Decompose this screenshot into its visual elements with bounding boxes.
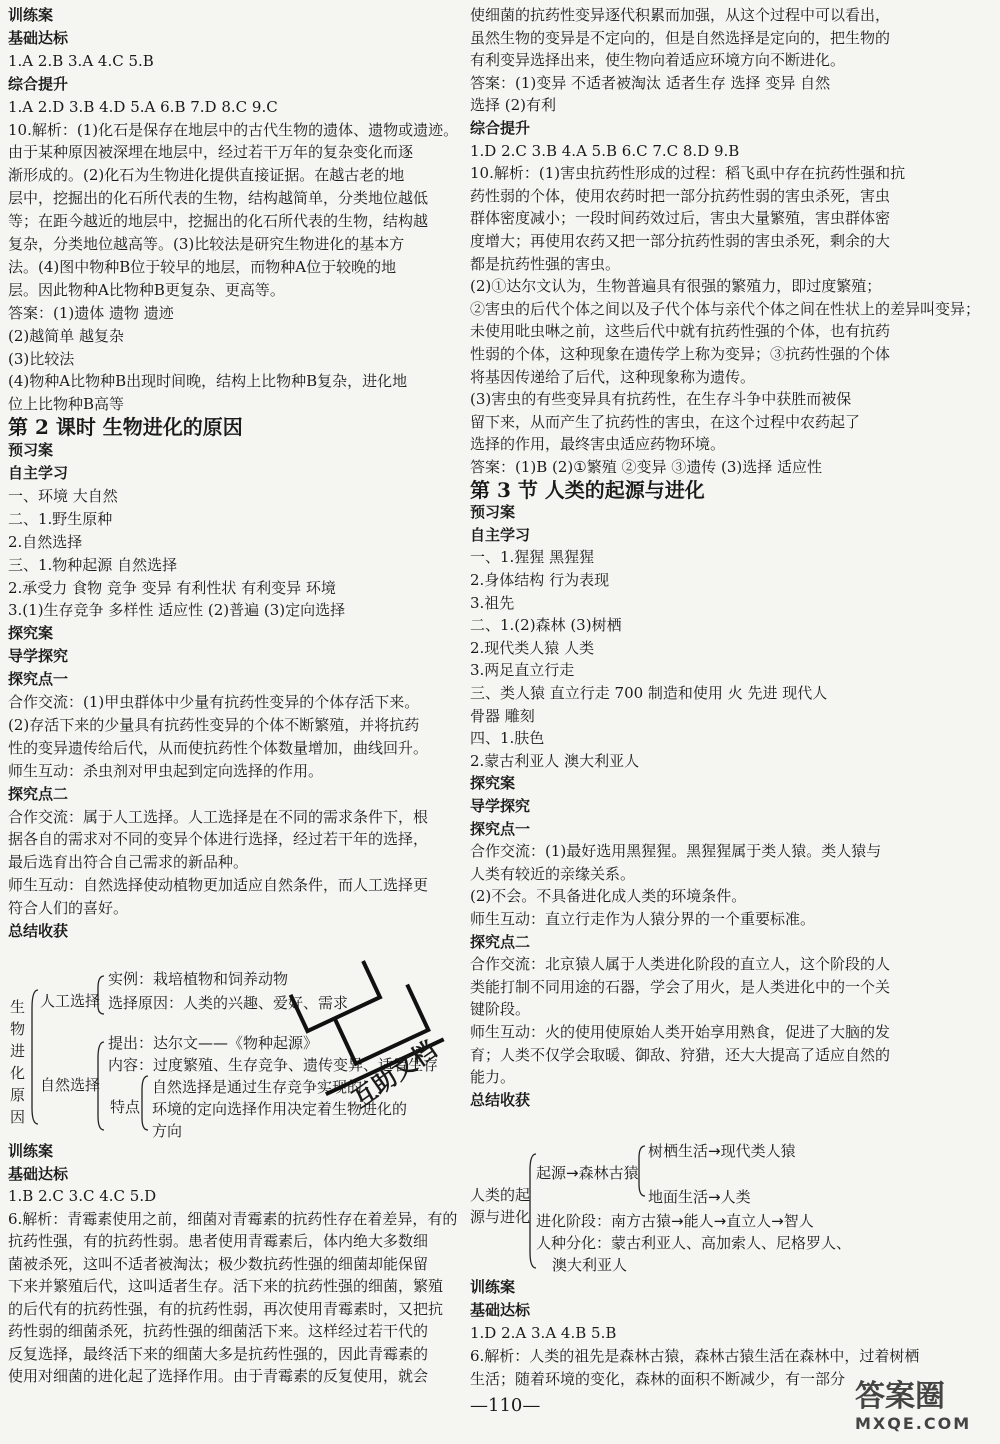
artificial-item: 选择原因：人类的兴趣、爱好、需求 <box>108 994 349 1012</box>
text-line: 合作交流：北京猿人属于人类进化阶段的直立人，这个阶段的人 <box>470 955 891 974</box>
text-line: 一、1.猩猩 黑猩猩 <box>470 548 595 567</box>
natural-item: 提出：达尔文——《物种起源》 <box>108 1034 319 1052</box>
section-heading: 训练案 <box>470 1278 516 1296</box>
text-line: 最后选育出符合自己需求的新品种。 <box>8 853 249 872</box>
text-line: 键阶段。 <box>470 1000 531 1019</box>
origin-node: 起源→森林古猿 <box>536 1164 639 1182</box>
text-line: 虽然生物的变异是不定向的，但是自然选择是定向的，把生物的 <box>470 28 891 47</box>
text-line: 6.解析：人类的祖先是森林古猿，森林古猿生活在森林中，过着树栖 <box>470 1347 920 1365</box>
text-line: 答案：(1)B (2)①繁殖 ②变异 ③遗传 (3)选择 适应性 <box>470 458 823 476</box>
text-line: 能力。 <box>470 1068 516 1087</box>
text-line: 合作交流：(1)最好选用黑猩猩。黑猩猩属于类人猿。类人猿与 <box>470 842 882 861</box>
text-line: 三、1.物种起源 自然选择 <box>8 555 178 574</box>
text-line: 选择的作用，最终害虫适应药物环境。 <box>470 435 726 454</box>
text-line: 反复选择，最终活下来的细菌大多是抗药性强的，因此青霉素的 <box>8 1344 429 1363</box>
ground-node: 地面生活→人类 <box>648 1188 751 1206</box>
section-heading: 探究案 <box>8 624 54 643</box>
text-line: 答案：(1)遗体 遗物 遗迹 <box>8 303 174 322</box>
mindmap-root: 生 物 进 化 原 因 <box>10 998 26 1126</box>
text-line: (2)存活下来的少量具有抗药性变异的个体不断繁殖，并将抗药 <box>8 715 420 734</box>
section-heading: 基础达标 <box>8 1164 69 1183</box>
text-line: 选择 (2)有利 <box>470 96 557 115</box>
section-heading: 基础达标 <box>8 28 69 47</box>
mindmap-root-line: 人类的起 <box>470 1186 531 1204</box>
mindmap-root-line: 源与进化 <box>470 1208 531 1226</box>
text-line: 三、类人猿 直立行走 700 制造和使用 火 先进 现代人 <box>470 684 828 702</box>
section-heading: 总结收获 <box>8 922 69 940</box>
text-line: 生活；随着环境的变化，森林的面积不断减少，有一部分 <box>470 1370 846 1388</box>
text-line: 合作交流：属于人工选择。人工选择是在不同的需求条件下，根 <box>8 807 429 826</box>
text-line: 法。(4)图中物种B位于较早的地层，而物种A位于较晚的地 <box>8 257 397 276</box>
section-heading: 探究案 <box>470 774 516 793</box>
text-line: 菌被杀死，这叫不适者被淘汰；极少数抗药性强的细菌却能保留 <box>8 1254 429 1273</box>
text-line: 二、1.(2)森林 (3)树栖 <box>470 616 622 635</box>
section-heading: 探究点二 <box>470 932 531 951</box>
text-line: 二、1.野生原种 <box>8 509 113 528</box>
text-line: 符合人们的喜好。 <box>8 899 129 918</box>
text-line: 骨器 雕刻 <box>470 706 535 725</box>
text-line: 使用对细菌的进化起了选择作用。由于青霉素的反复使用，就会 <box>8 1367 429 1385</box>
text-line: 使细菌的抗药性变异逐代积累而加强，从这个过程中可以看出， <box>470 6 891 24</box>
natural-selection-label: 自然选择 <box>40 1076 101 1094</box>
text-line: 2.身体结构 行为表现 <box>470 571 610 589</box>
section-heading: 探究点二 <box>8 784 69 803</box>
feature-item: 方向 <box>152 1122 183 1140</box>
text-line: (2)①达尔文认为，生物普遍具有很强的繁殖力，即过度繁殖； <box>470 277 882 296</box>
feature-item: 自然选择是通过生存竞争实现的 <box>152 1078 363 1096</box>
text-line: 2.自然选择 <box>8 532 83 551</box>
section-heading: 训练案 <box>8 1142 54 1160</box>
section-heading: 探究点一 <box>8 670 69 689</box>
text-line: 1.B 2.C 3.C 4.C 5.D <box>8 1187 157 1205</box>
stamp-overlay <box>285 945 455 1125</box>
text-line: 师生互动：自然选择使动植物更加适应自然条件，而人工选择更 <box>8 876 429 895</box>
text-line: (3)害虫的有些变异具有抗药性，在生存斗争中获胜而被保 <box>470 390 852 409</box>
section-heading: 基础达标 <box>470 1301 531 1319</box>
text-line: (2)越简单 越复杂 <box>8 326 125 345</box>
tree-node: 树栖生活→现代类人猿 <box>648 1142 796 1160</box>
section-heading: 综合提升 <box>8 74 69 93</box>
text-line: 3.两足直立行走 <box>470 661 575 680</box>
watermark <box>855 1380 995 1440</box>
text-line: (3)比较法 <box>8 349 75 368</box>
text-line: 10.解析：(1)化石是保存在地层中的古代生物的遗体、遗物或遗迹。 <box>8 120 459 139</box>
text-line: (2)不会。不具备进化成人类的环境条件。 <box>470 887 747 906</box>
section-heading: 预习案 <box>470 503 516 522</box>
section-heading: 训练案 <box>8 6 54 24</box>
section-heading: 探究点一 <box>470 819 531 838</box>
section-heading: 自主学习 <box>8 464 69 482</box>
text-line: 等；在距今越近的地层中，挖掘出的化石所代表的生物，结构越 <box>8 212 429 231</box>
section-heading: 总结收获 <box>470 1090 531 1109</box>
text-line: 留下来，从而产生了抗药性的害虫，在这个过程中农药起了 <box>470 412 861 431</box>
natural-item: 内容：过度繁殖、生存竞争、遗传变异、适者生存 <box>108 1056 439 1074</box>
section-title: 第 2 课时 生物进化的原因 <box>8 415 243 440</box>
text-line: 四、1.肤色 <box>470 729 545 748</box>
text-line: 位上比物种B高等 <box>8 395 125 414</box>
text-line: 的后代有的抗药性强，有的抗药性弱，再次使用青霉素时，又把抗 <box>8 1299 444 1318</box>
text-line: 群体密度减小；一段时间药效过后，害虫大量繁殖，害虫群体密 <box>470 209 891 228</box>
feature-item: 环境的定向选择作用决定着生物进化的 <box>152 1100 408 1118</box>
watermark-url: MXQE.COM <box>855 1414 972 1433</box>
text-line: 渐形成的。(2)化石为生物进化提供直接证据。在越古老的地 <box>8 166 405 185</box>
section-heading: 预习案 <box>8 441 54 460</box>
text-line: 有利变异选择出来，使生物向着适应环境方向不断进化。 <box>470 51 846 70</box>
text-line: 1.D 2.A 3.A 4.B 5.B <box>470 1324 617 1342</box>
section-heading: 自主学习 <box>470 525 531 544</box>
stamp-text: 互助文档 <box>346 1034 442 1114</box>
text-line: 育；人类不仅学会取暖、御敌、狩猎，还大大提高了适应自然的 <box>470 1045 891 1064</box>
feature-label: 特点 <box>110 1098 141 1116</box>
text-line: 1.D 2.C 3.B 4.A 5.B 6.C 7.C 8.D 9.B <box>470 141 740 160</box>
text-line: 据各自的需求对不同的变异个体进行选择，经过若干年的选择， <box>8 830 429 849</box>
text-line: 人类有较近的亲缘关系。 <box>470 864 636 883</box>
text-line: 层中，挖掘出的化石所代表的生物，结构越简单，分类地位越低 <box>8 189 429 208</box>
race-node: 人种分化：蒙古利亚人、高加索人、尼格罗人、 <box>536 1234 852 1252</box>
artificial-item: 实例：栽培植物和饲养动物 <box>108 970 289 988</box>
text-line: 药性弱的个体，使用农药时把一部分抗药性弱的害虫杀死，害虫 <box>470 186 891 205</box>
text-line: 药性弱的细菌杀死，抗药性强的细菌活下来。这样经过若干代的 <box>8 1322 429 1340</box>
text-line: 1.A 2.D 3.B 4.D 5.A 6.B 7.D 8.C 9.C <box>8 97 278 116</box>
section-heading: 导学探究 <box>470 797 531 815</box>
stage-node: 进化阶段：南方古猿→能人→直立人→智人 <box>536 1212 814 1230</box>
text-line: 一、环境 大自然 <box>8 486 118 505</box>
section-heading: 导学探究 <box>8 647 69 666</box>
section-title: 第 3 节 人类的起源与进化 <box>470 477 705 502</box>
text-line: 2.现代类人猿 人类 <box>470 638 595 657</box>
text-line: 类能打制不同用途的石器，学会了用火，是人类进化中的一个关 <box>470 977 891 996</box>
section-heading: 综合提升 <box>470 119 531 137</box>
text-line: 层。因此物种A比物种B更复杂、更高等。 <box>8 280 285 299</box>
right-mindmap <box>470 1140 990 1272</box>
text-line: 10.解析：(1)害虫抗药性形成的过程：稻飞虱中存在抗药性强和抗 <box>470 164 906 183</box>
text-line: 3.(1)生存竞争 多样性 适应性 (2)普遍 (3)定向选择 <box>8 601 346 620</box>
text-line: 性的变异遗传给后代，从而使抗药性个体数量增加，曲线回升。 <box>8 738 429 757</box>
text-line: (4)物种A比物种B出现时间晚，结构上比物种B复杂，进化地 <box>8 372 408 391</box>
artificial-selection-label: 人工选择 <box>40 992 101 1010</box>
text-line: 性弱的个体，这种现象在遗传学上称为变异；③抗药性强的个体 <box>470 345 891 363</box>
text-line: 都是抗药性强的害虫。 <box>470 254 621 273</box>
text-line: 1.A 2.B 3.A 4.C 5.B <box>8 51 154 70</box>
text-line: ②害虫的后代个体之间以及子代个体与亲代个体之间在性状上的差异叫变异； <box>470 299 981 318</box>
text-line: 合作交流：(1)甲虫群体中少量有抗药性变异的个体存活下来。 <box>8 693 420 711</box>
text-line: 2.承受力 食物 竞争 变异 有利性状 有利变异 环境 <box>8 578 336 597</box>
text-line: 师生互动：火的使用使原始人类开始享用熟食，促进了大脑的发 <box>470 1023 891 1041</box>
text-line: 答案：(1)变异 不适者被淘汰 适者生存 选择 变异 自然 <box>470 73 831 92</box>
watermark-title: 答案圈 <box>855 1379 945 1414</box>
text-line: 将基因传递给了后代，这种现象称为遗传。 <box>470 367 756 386</box>
text-line: 3.祖先 <box>470 593 515 612</box>
text-line: 未使用吡虫啉之前，这些后代中就有抗药性强的个体，也有抗药 <box>470 322 891 341</box>
text-line: 2.蒙古利亚人 澳大利亚人 <box>470 751 640 770</box>
race-node: 澳大利亚人 <box>552 1256 628 1274</box>
text-line: 复杂，分类地位越高等。(3)比较法是研究生物进化的基本方 <box>8 235 405 253</box>
text-line: 6.解析：青霉素使用之前，细菌对青霉素的抗药性存在着差异，有的 <box>8 1209 458 1228</box>
text-line: 师生互动：杀虫剂对甲虫起到定向选择的作用。 <box>8 761 324 780</box>
page-number: —110— <box>470 1395 541 1416</box>
text-line: 由于某种原因被深埋在地层中，经过若干万年的复杂变化而逐 <box>8 143 414 162</box>
text-line: 下来并繁殖后代，这叫适者生存。活下来的抗药性强的细菌，繁殖 <box>8 1277 444 1295</box>
text-line: 抗药性强，有的抗药性弱。患者使用青霉素后，体内绝大多数细 <box>8 1232 429 1250</box>
text-line: 师生互动：直立行走作为人猿分界的一个重要标准。 <box>470 910 816 928</box>
text-line: 度增大；再使用农药又把一部分抗药性弱的害虫杀死，剩余的大 <box>470 232 891 250</box>
